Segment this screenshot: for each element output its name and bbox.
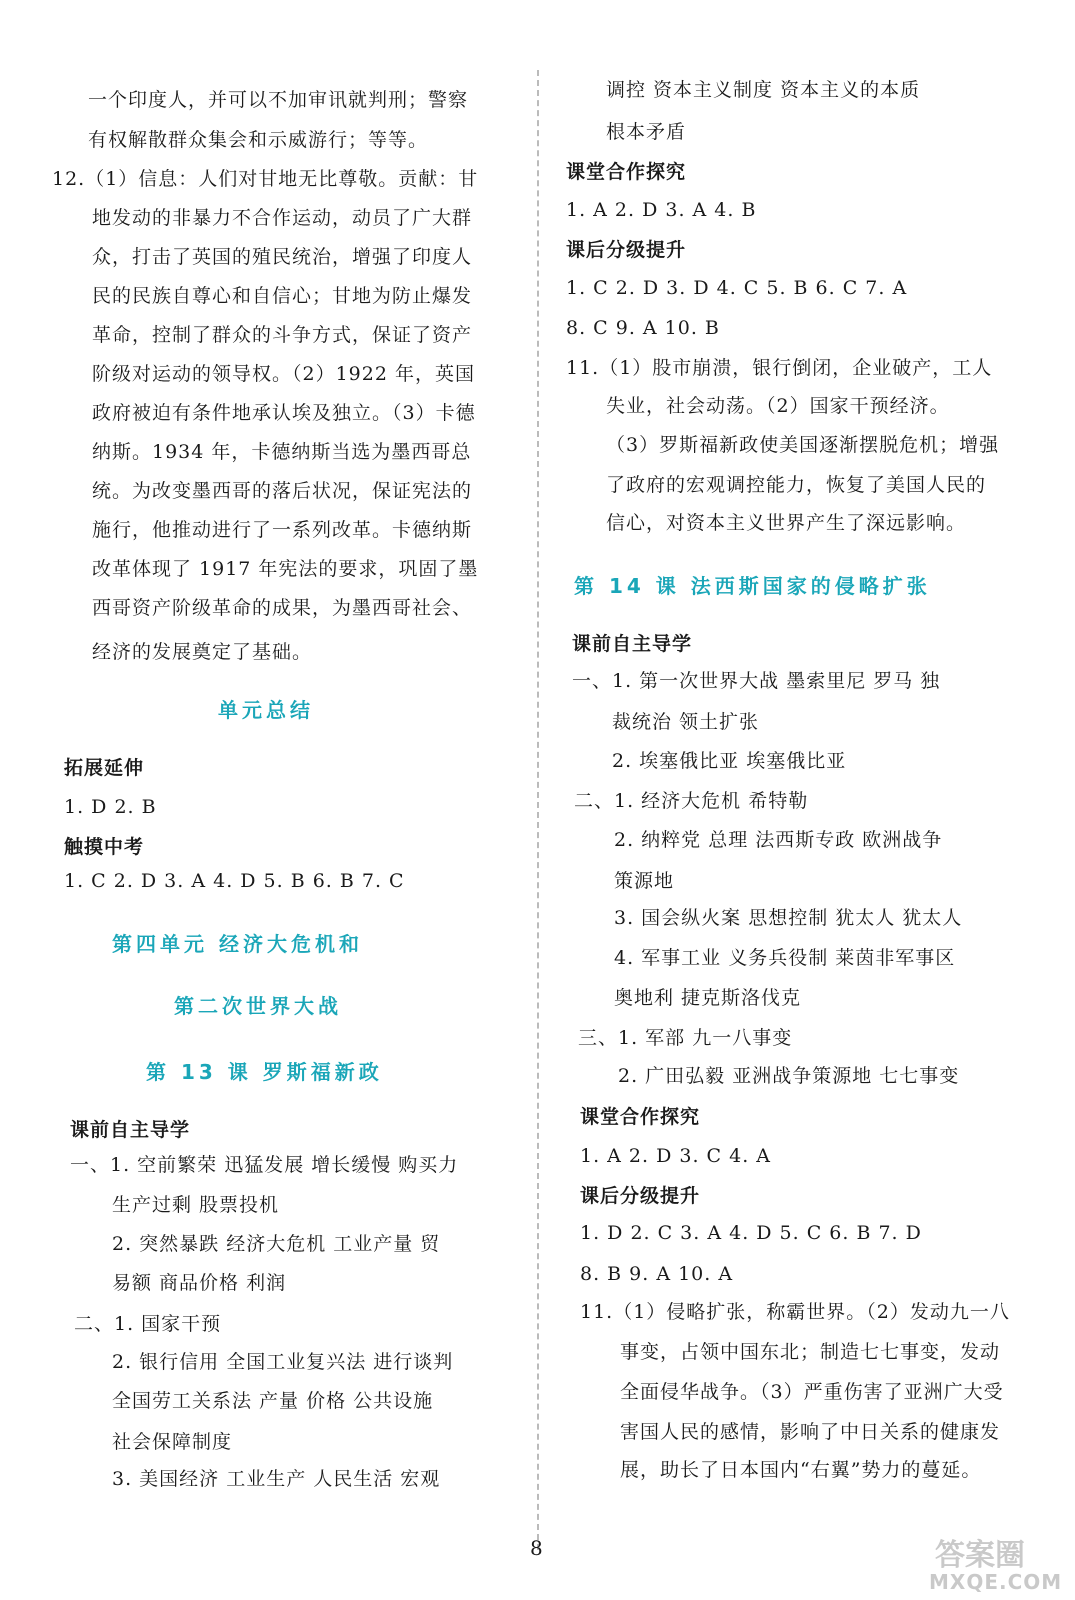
left-line: 有权解散群众集会和示威游行；等等。 bbox=[88, 129, 429, 151]
right-line: 8. C 9. A 10. B bbox=[566, 317, 720, 339]
right-line: 3. 国会纵火案 思想控制 犹太人 犹太人 bbox=[614, 907, 963, 929]
right-heading: 课堂合作探究 bbox=[580, 1106, 701, 1128]
left-line: 统。为改变墨西哥的落后状况，保证宪法的 bbox=[92, 480, 473, 502]
left-section-title-line: 单元总结 bbox=[218, 698, 314, 722]
left-line: 1. D 2. B bbox=[64, 796, 157, 818]
right-line: 11.（1）股市崩溃，银行倒闭，企业破产，工人 bbox=[566, 357, 993, 379]
left-line: 生产过剩 股票投机 bbox=[112, 1194, 280, 1216]
right-heading: 课堂合作探究 bbox=[566, 161, 687, 183]
left-line: 全国劳工关系法 产量 价格 公共设施 bbox=[112, 1390, 434, 1412]
left-heading: 触摸中考 bbox=[64, 836, 145, 858]
right-line: 信心，对资本主义世界产生了深远影响。 bbox=[606, 512, 967, 534]
left-section-title-line: 第 13 课 罗斯福新政 bbox=[146, 1060, 383, 1084]
column-divider bbox=[537, 70, 539, 1550]
right-line: 事变，占领中国东北；制造七七事变，发动 bbox=[620, 1341, 1001, 1363]
left-section-title-line: 第二次世界大战 bbox=[174, 994, 342, 1018]
right-line: 三、1. 军部 九一八事变 bbox=[578, 1027, 793, 1049]
right-line: 策源地 bbox=[614, 870, 675, 892]
watermark-logo bbox=[925, 1530, 1065, 1596]
right-line: 根本矛盾 bbox=[606, 121, 687, 143]
left-line: 众，打击了英国的殖民统治，增强了印度人 bbox=[92, 246, 473, 268]
left-line: 西哥资产阶级革命的成果，为墨西哥社会、 bbox=[92, 597, 473, 619]
right-line: 调控 资本主义制度 资本主义的本质 bbox=[606, 79, 921, 101]
left-line: 民的民族自尊心和自信心；甘地为防止爆发 bbox=[92, 285, 473, 307]
left-line: 12.（1）信息：人们对甘地无比尊敬。贡献：甘 bbox=[52, 168, 479, 190]
right-line: 1. A 2. D 3. A 4. B bbox=[566, 199, 757, 221]
left-line: 社会保障制度 bbox=[112, 1431, 233, 1453]
right-line: 一、1. 第一次世界大战 墨索里尼 罗马 独 bbox=[572, 670, 941, 692]
watermark-bottom: MXQE.COM bbox=[929, 1570, 1063, 1594]
right-line: 奥地利 捷克斯洛伐克 bbox=[614, 987, 802, 1009]
right-line: 8. B 9. A 10. A bbox=[580, 1263, 734, 1285]
right-heading: 课后分级提升 bbox=[566, 239, 687, 261]
left-line: 1. C 2. D 3. A 4. D 5. B 6. B 7. C bbox=[64, 870, 405, 892]
left-line: 3. 美国经济 工业生产 人民生活 宏观 bbox=[112, 1468, 441, 1490]
right-line: 4. 军事工业 义务兵役制 莱茵非军事区 bbox=[614, 947, 956, 969]
left-line: 阶级对运动的领导权。（2）1922 年，英国 bbox=[92, 363, 475, 385]
watermark-top: 答案圈 bbox=[935, 1538, 1025, 1573]
right-section-title-line: 第 14 课 法西斯国家的侵略扩张 bbox=[574, 574, 931, 598]
right-line: 了政府的宏观调控能力，恢复了美国人民的 bbox=[606, 474, 987, 496]
right-heading: 课前自主导学 bbox=[572, 633, 693, 655]
left-heading: 拓展延伸 bbox=[64, 757, 145, 779]
right-line: 失业，社会动荡。（2）国家干预经济。 bbox=[606, 395, 950, 417]
right-line: 2. 埃塞俄比亚 埃塞俄比亚 bbox=[612, 750, 847, 772]
right-line: 1. D 2. C 3. A 4. D 5. C 6. B 7. D bbox=[580, 1222, 922, 1244]
right-line: 1. C 2. D 3. D 4. C 5. B 6. C 7. A bbox=[566, 277, 908, 299]
right-line: 1. A 2. D 3. C 4. A bbox=[580, 1145, 772, 1167]
right-heading: 课后分级提升 bbox=[580, 1185, 701, 1207]
left-line: 易额 商品价格 利润 bbox=[112, 1272, 287, 1294]
left-line: 施行，他推动进行了一系列改革。卡德纳斯 bbox=[92, 519, 473, 541]
left-line: 2. 银行信用 全国工业复兴法 进行谈判 bbox=[112, 1351, 454, 1373]
right-line: 害国人民的感情，影响了中日关系的健康发 bbox=[620, 1421, 1001, 1443]
left-line: 二、1. 国家干预 bbox=[74, 1313, 222, 1335]
left-line: 革命，控制了群众的斗争方式，保证了资产 bbox=[92, 324, 473, 346]
left-line: 经济的发展奠定了基础。 bbox=[92, 641, 313, 663]
left-line: 政府被迫有条件地承认埃及独立。（3）卡德 bbox=[92, 402, 476, 424]
left-line: 地发动的非暴力不合作运动，动员了广大群 bbox=[92, 207, 473, 229]
left-section-title-line: 第四单元 经济大危机和 bbox=[112, 932, 363, 956]
right-line: 2. 广田弘毅 亚洲战争策源地 七七事变 bbox=[618, 1065, 960, 1087]
right-line: 二、1. 经济大危机 希特勒 bbox=[574, 790, 809, 812]
left-heading: 课前自主导学 bbox=[70, 1119, 191, 1141]
left-line: 2. 突然暴跌 经济大危机 工业产量 贸 bbox=[112, 1233, 441, 1255]
page-number: 8 bbox=[530, 1536, 543, 1560]
left-line: 一个印度人，并可以不加审讯就判刑；警察 bbox=[88, 89, 469, 111]
left-line: 一、1. 空前繁荣 迅猛发展 增长缓慢 购买力 bbox=[70, 1154, 459, 1176]
left-line: 纳斯。1934 年，卡德纳斯当选为墨西哥总 bbox=[92, 441, 472, 463]
right-line: 展，助长了日本国内“右翼”势力的蔓延。 bbox=[620, 1459, 982, 1481]
right-line: 11.（1）侵略扩张，称霸世界。（2）发动九一八 bbox=[580, 1301, 1010, 1323]
right-line: （3）罗斯福新政使美国逐渐摆脱危机；增强 bbox=[606, 434, 1000, 456]
right-line: 全面侵华战争。（3）严重伤害了亚洲广大受 bbox=[620, 1381, 1004, 1403]
right-line: 2. 纳粹党 总理 法西斯专政 欧洲战争 bbox=[614, 829, 943, 851]
right-line: 裁统治 领土扩张 bbox=[612, 711, 760, 733]
left-line: 改革体现了 1917 年宪法的要求，巩固了墨 bbox=[92, 558, 479, 580]
